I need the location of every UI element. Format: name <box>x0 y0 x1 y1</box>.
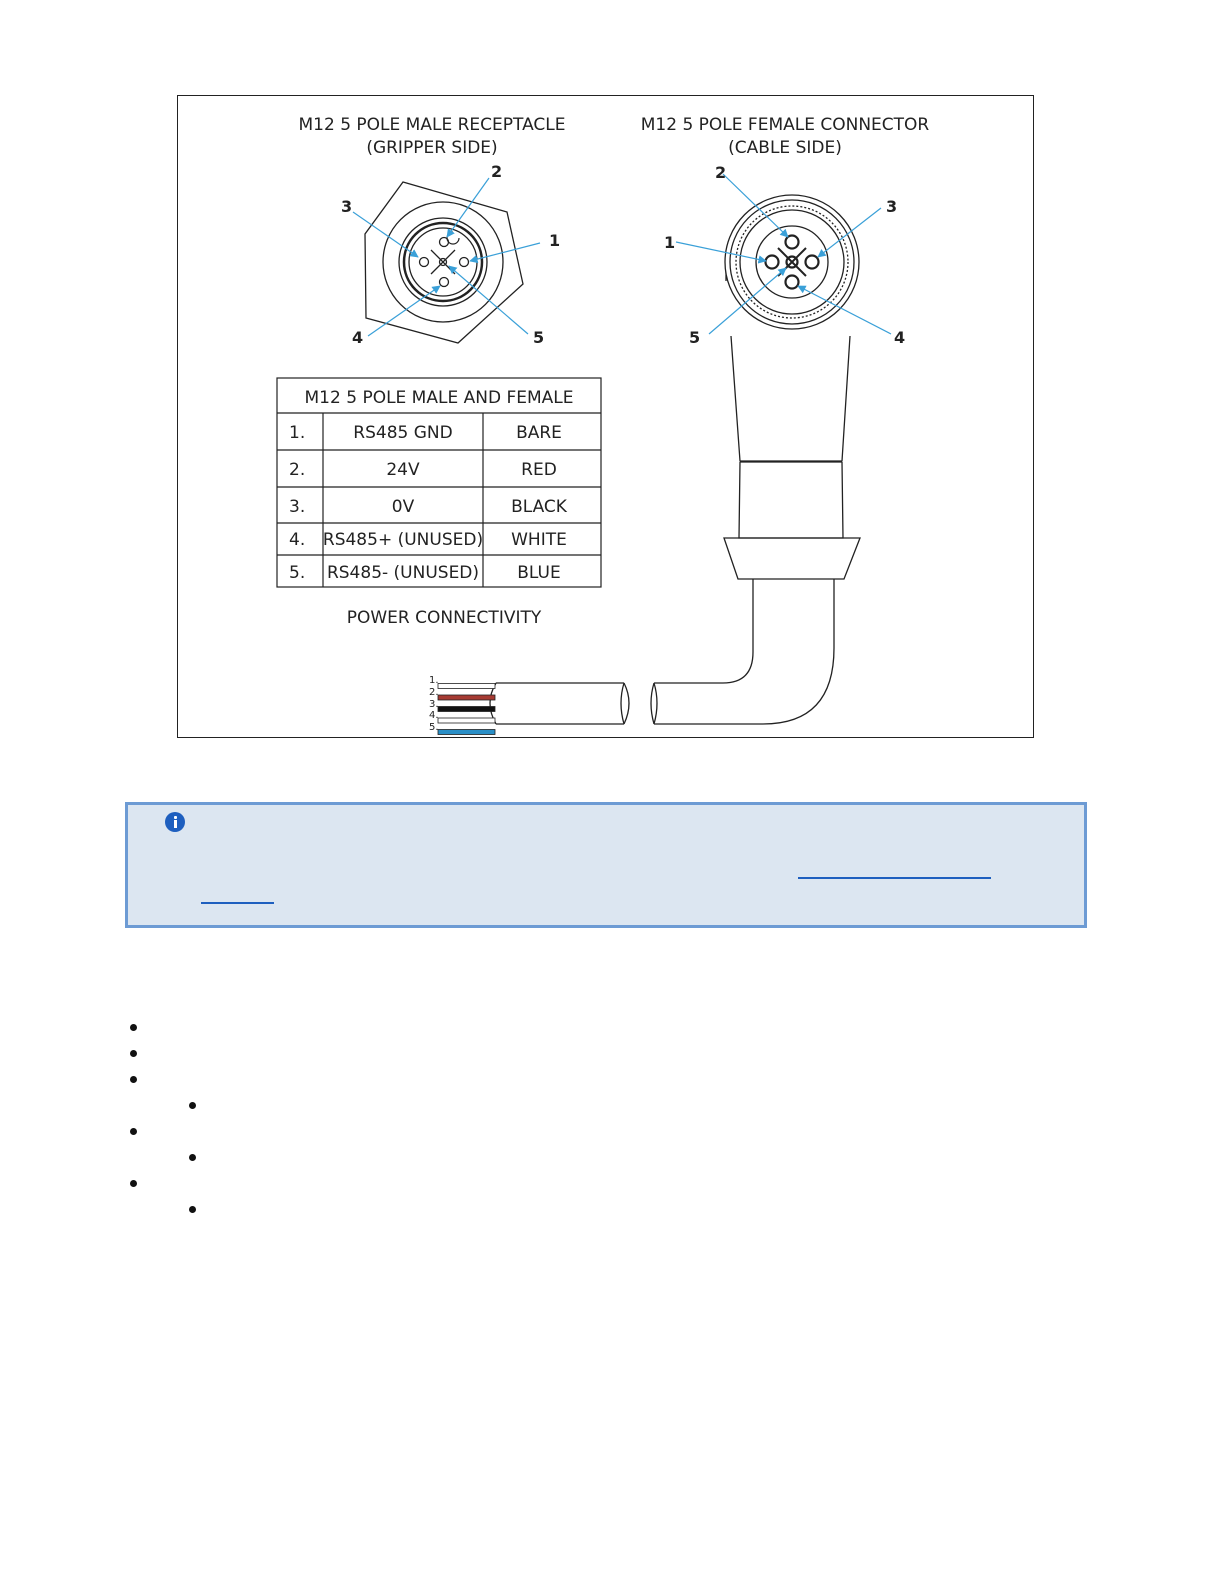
pinout-table <box>277 378 601 587</box>
female-pin-label-2: 2 <box>715 163 727 182</box>
wire-3 <box>438 707 495 712</box>
male-pin-label-2: 2 <box>491 162 503 181</box>
male-title-line1: M12 5 POLE MALE RECEPTACLE <box>298 115 566 135</box>
list-bullet <box>130 1050 137 1057</box>
table-row-4-color: WHITE <box>511 530 567 550</box>
table-row-3-num: 3. <box>289 497 306 517</box>
list-bullet <box>130 1024 137 1031</box>
list-bullet <box>130 1076 137 1083</box>
sub-list-bullet <box>189 1102 196 1109</box>
wire-ends <box>438 684 495 735</box>
wire-label-1: 1. <box>429 675 439 686</box>
female-title-line1: M12 5 POLE FEMALE CONNECTOR <box>640 115 930 135</box>
note-link-continued[interactable] <box>201 901 274 904</box>
table-row-1-color: BARE <box>516 423 562 443</box>
table-row-5-color: BLUE <box>517 563 561 583</box>
table-row-2-signal: 24V <box>386 460 420 480</box>
figure-caption: POWER CONNECTIVITY <box>346 608 542 628</box>
connector-figure <box>177 95 1034 738</box>
table-row-3-color: BLACK <box>511 497 567 517</box>
table-row-1-num: 1. <box>289 423 306 443</box>
info-note-box <box>125 802 1087 928</box>
female-pin-label-3: 3 <box>886 197 898 216</box>
male-pin-label-4: 4 <box>352 328 364 347</box>
female-pin-label-5: 5 <box>689 328 701 347</box>
male-pin-label-5: 5 <box>533 328 545 347</box>
male-pin-label-3: 3 <box>341 197 353 216</box>
female-pin-label-4: 4 <box>894 328 906 347</box>
table-row-4-num: 4. <box>289 530 306 550</box>
female-title-line2: (CABLE SIDE) <box>728 138 842 158</box>
wire-5 <box>438 730 495 735</box>
table-row-5-signal: RS485- (UNUSED) <box>326 563 480 583</box>
sub-list-bullet <box>189 1154 196 1161</box>
table-row-3-signal: 0V <box>391 497 415 517</box>
note-link[interactable] <box>798 876 991 879</box>
list-bullet <box>130 1128 137 1135</box>
female-pin-label-1: 1 <box>664 233 676 252</box>
wire-label-3: 3. <box>429 699 439 710</box>
wire-label-5: 5. <box>429 722 439 733</box>
wire-2 <box>438 695 495 700</box>
connector-diagram <box>178 96 1035 739</box>
male-pin-label-1: 1 <box>549 231 561 250</box>
sub-list-bullet <box>189 1206 196 1213</box>
table-row-2-num: 2. <box>289 460 306 480</box>
wire-4 <box>438 718 495 723</box>
table-row-1-signal: RS485 GND <box>353 423 453 443</box>
list-bullet <box>130 1180 137 1187</box>
table-row-5-num: 5. <box>289 563 306 583</box>
table-row-4-signal: RS485+ (UNUSED) <box>322 530 484 550</box>
info-icon <box>165 812 185 832</box>
table-header: M12 5 POLE MALE AND FEMALE <box>304 388 574 408</box>
table-row-2-color: RED <box>521 460 557 480</box>
wire-label-4: 4. <box>429 710 439 721</box>
male-title-line2: (GRIPPER SIDE) <box>366 138 498 158</box>
wire-1 <box>438 684 495 689</box>
male-receptacle-drawing <box>365 182 523 343</box>
wire-label-2: 2. <box>429 687 439 698</box>
